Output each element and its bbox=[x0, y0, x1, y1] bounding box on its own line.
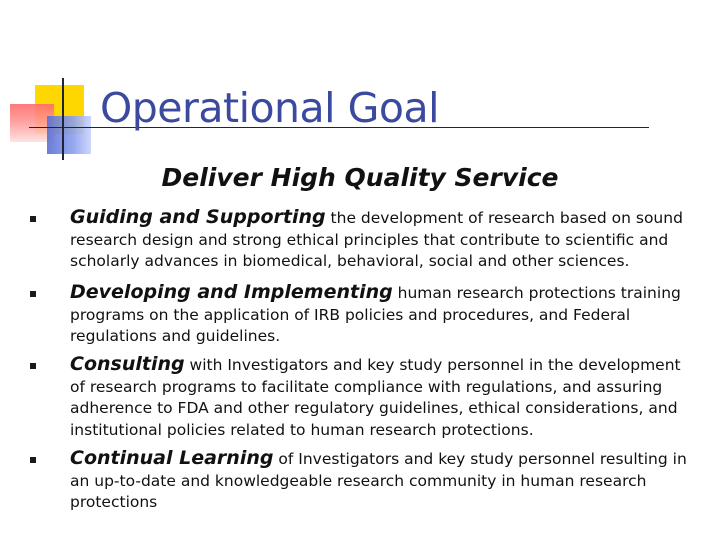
logo-blue-square bbox=[47, 116, 91, 154]
list-item-lead: Guiding and Supporting bbox=[70, 206, 326, 228]
logo-vertical-line bbox=[62, 78, 64, 160]
list-item-lead: Continual Learning bbox=[70, 447, 274, 469]
slide-title: Operational Goal bbox=[100, 84, 439, 132]
list-item-text bbox=[70, 448, 700, 514]
list-item-text bbox=[70, 282, 700, 348]
list-item-lead: Consulting bbox=[70, 353, 185, 375]
list-item-text bbox=[70, 207, 700, 273]
square-bullet-icon bbox=[30, 291, 36, 297]
list-item-lead: Developing and Implementing bbox=[70, 281, 393, 303]
list-item-body: with Investigators and key study personnel in the development of research programs to facilitate compliance with regulations, and assuring adherence to FDA and other regulatory guidelines, ethical considerations, and institutional policies related to human research protections. bbox=[70, 356, 681, 439]
square-bullet-icon bbox=[30, 363, 36, 369]
list-item-body: of Investigators and key study personnel resulting in an up-to-date and knowledgeable research community in human research protections bbox=[70, 450, 687, 511]
list-item-body: human research protections training programs on the application of IRB policies and procedures, and Federal regulations and guidelines. bbox=[70, 284, 681, 345]
slide-subtitle: Deliver High Quality Service bbox=[161, 163, 559, 192]
square-bullet-icon bbox=[30, 216, 36, 222]
list-item-body: the development of research based on sound research design and strong ethical principles that contribute to scientific and scholarly advances in biomedical, behavioral, social and other sciences. bbox=[70, 209, 683, 270]
list-item-text bbox=[70, 354, 700, 441]
square-bullet-icon bbox=[30, 457, 36, 463]
